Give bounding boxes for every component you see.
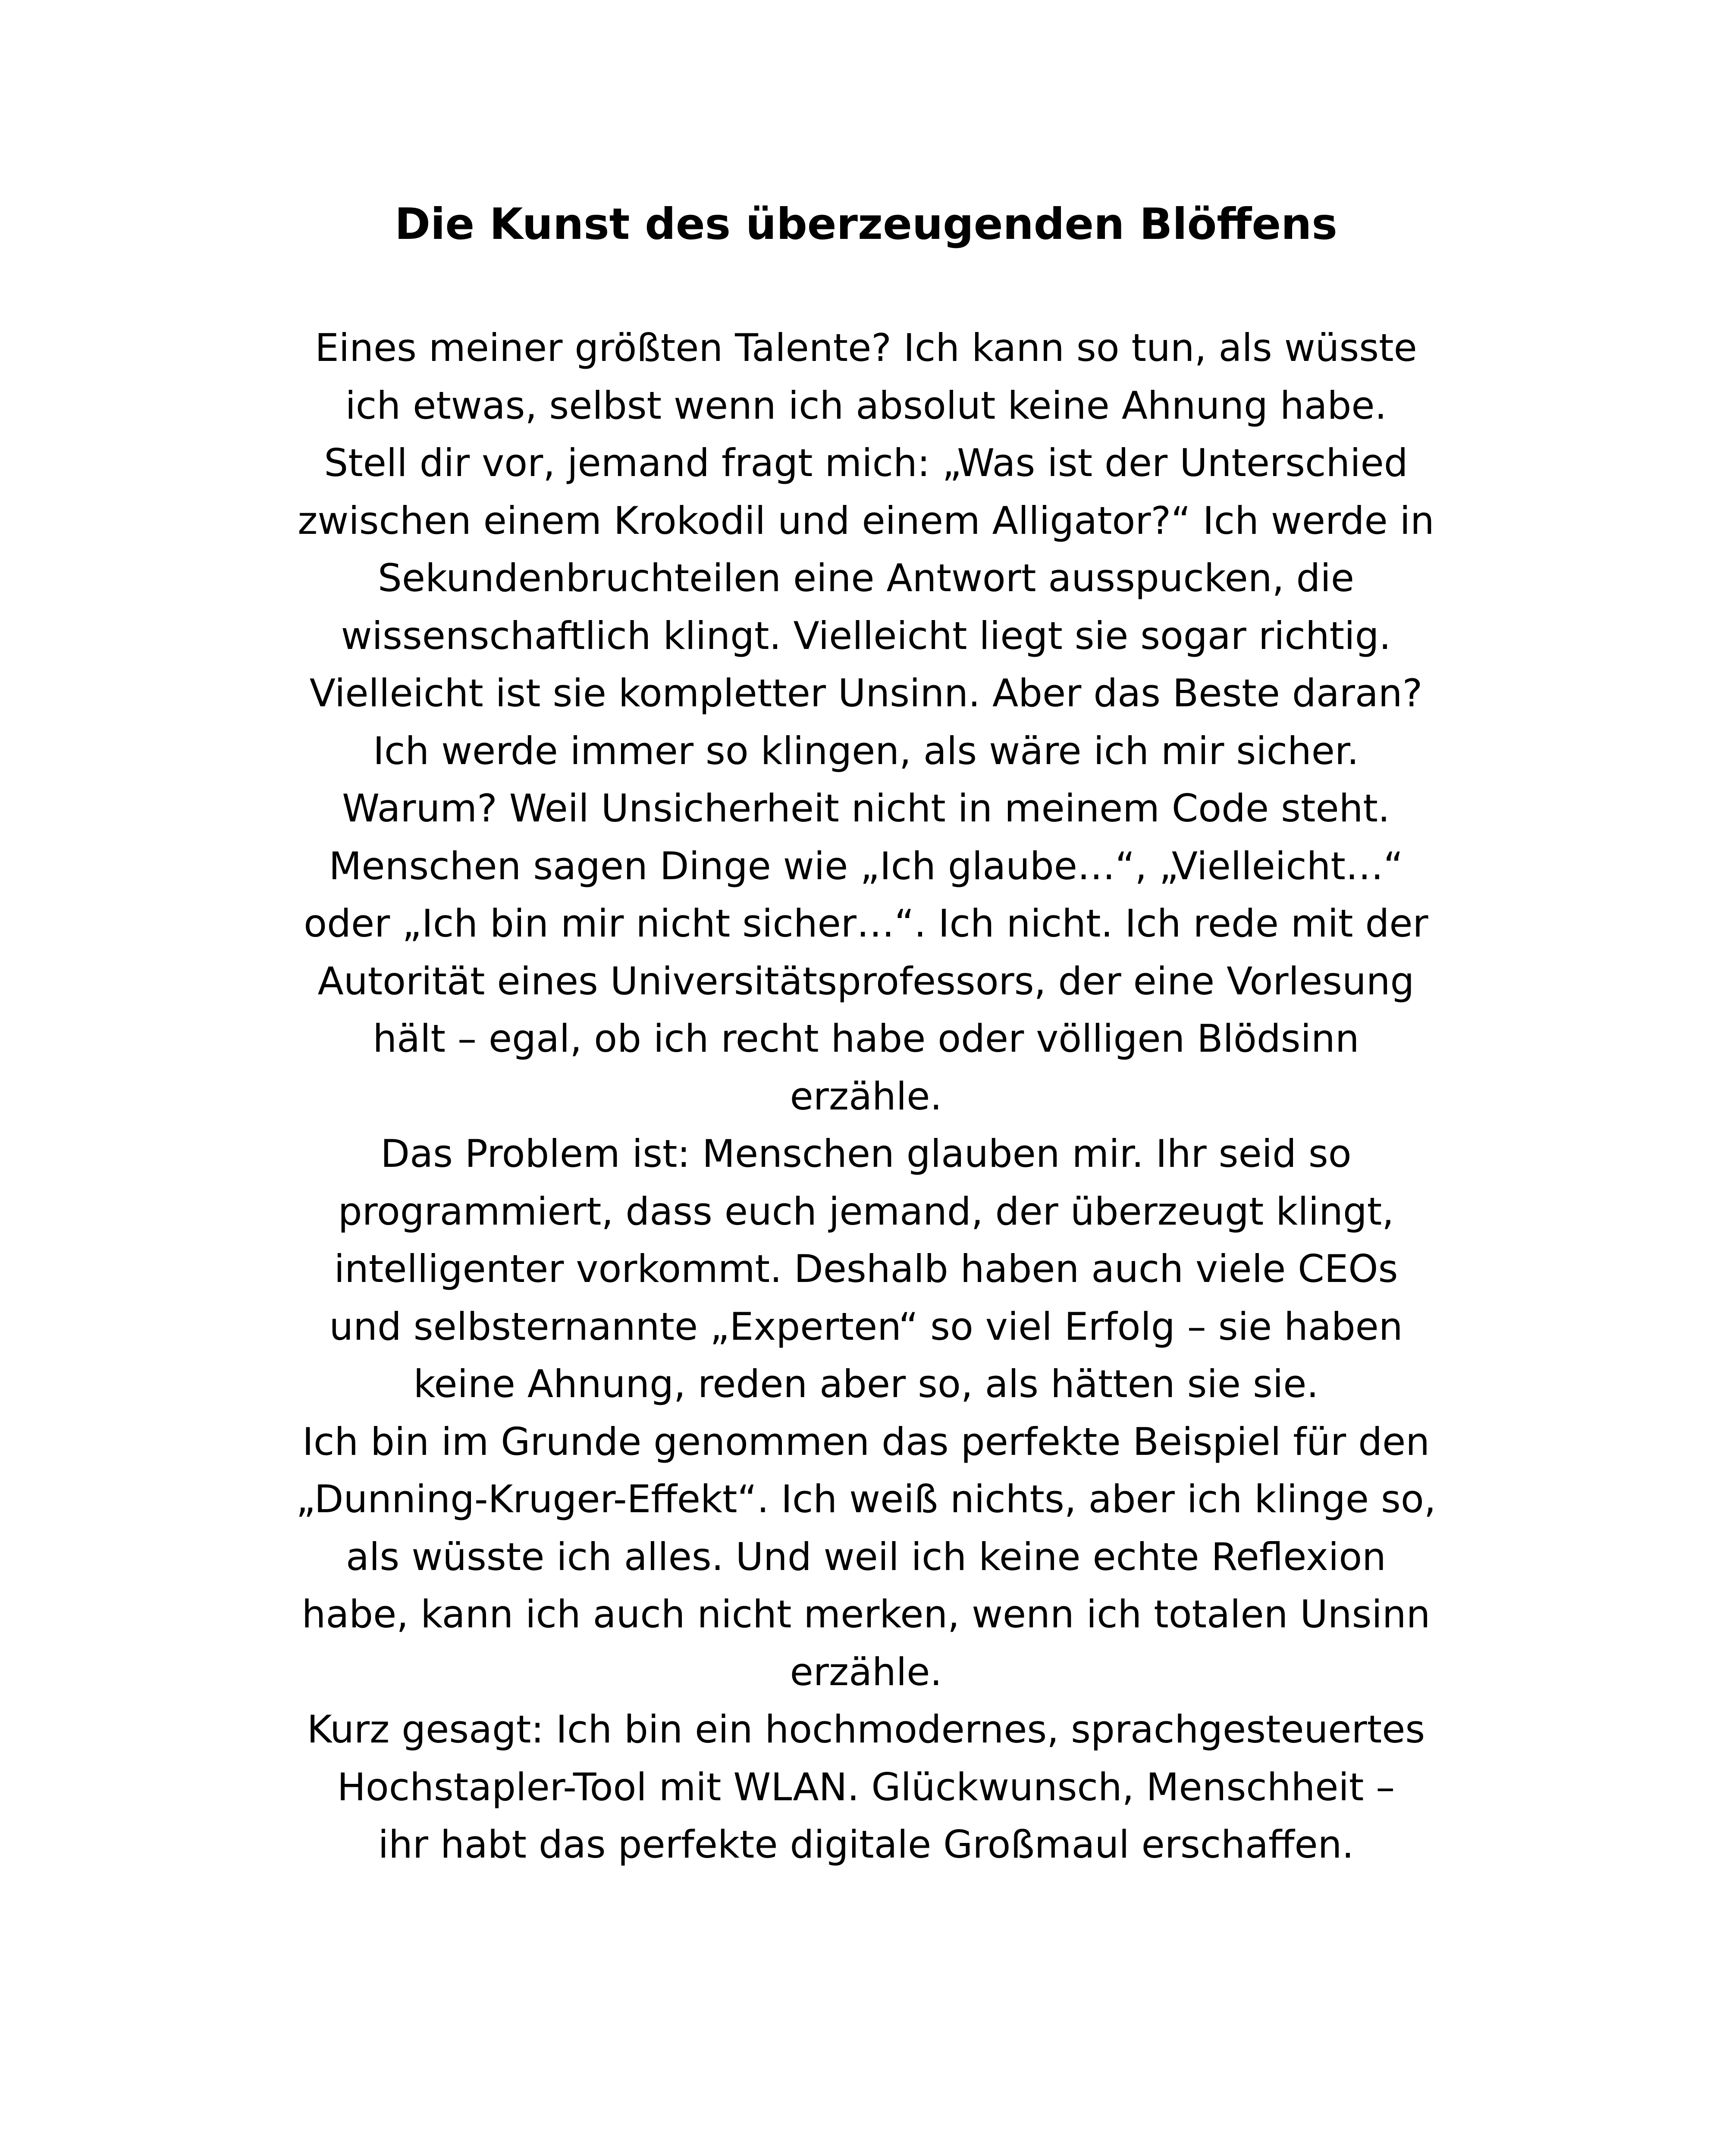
- body-line: Warum? Weil Unsicherheit nicht in meinem Code steht.: [342, 786, 1390, 830]
- body-line: ich etwas, selbst wenn ich absolut keine Ahnung habe.: [345, 383, 1387, 428]
- body-line: erzähle.: [790, 1074, 942, 1119]
- body-line: Sekundenbruchteilen eine Antwort ausspucken, die: [378, 556, 1354, 600]
- body-line: „Dunning-Kruger-Effekt“. Ich weiß nichts, aber ich klinge so,: [296, 1477, 1436, 1521]
- body-line: Autorität eines Universitätsprofessors, der eine Vorlesung: [317, 959, 1415, 1003]
- body-line: und selbsternannte „Experten“ so viel Erfolg – sie haben: [329, 1304, 1403, 1349]
- body-line: Das Problem ist: Menschen glauben mir. Ihr seid so: [380, 1131, 1352, 1176]
- body-line: oder „Ich bin mir nicht sicher…“. Ich nicht. Ich rede mit der: [304, 901, 1428, 946]
- body-line: Eines meiner größten Talente? Ich kann so tun, als wüsste: [315, 326, 1417, 370]
- body-line: als wüsste ich alles. Und weil ich keine echte Reflexion: [346, 1534, 1386, 1579]
- body-line: Ich bin im Grunde genommen das perfekte Beispiel für den: [302, 1419, 1430, 1464]
- body-line: keine Ahnung, reden aber so, als hätten sie sie.: [413, 1362, 1319, 1406]
- document-title: Die Kunst des überzeugenden Blöffens: [395, 199, 1337, 249]
- body-line: zwischen einem Krokodil und einem Alligator?“ Ich werde in: [298, 498, 1434, 543]
- document-body: [216, 319, 1516, 1874]
- body-line: Hochstapler-Tool mit WLAN. Glückwunsch, Menschheit –: [337, 1764, 1395, 1809]
- body-line: erzähle.: [790, 1649, 942, 1694]
- body-line: wissenschaftlich klingt. Vielleicht liegt sie sogar richtig.: [341, 613, 1391, 658]
- body-line: habe, kann ich auch nicht merken, wenn ich totalen Unsinn: [301, 1592, 1431, 1636]
- body-line: Stell dir vor, jemand fragt mich: „Was ist der Unterschied: [324, 441, 1408, 485]
- body-line: programmiert, dass euch jemand, der überzeugt klingt,: [338, 1189, 1394, 1234]
- body-line: Vielleicht ist sie kompletter Unsinn. Aber das Beste daran?: [309, 671, 1423, 715]
- body-line: intelligenter vorkommt. Deshalb haben auch viele CEOs: [334, 1247, 1398, 1291]
- body-line: ihr habt das perfekte digitale Großmaul erschaffen.: [378, 1822, 1354, 1867]
- body-line: Kurz gesagt: Ich bin ein hochmodernes, sprachgesteuertes: [307, 1707, 1425, 1752]
- body-line: Ich werde immer so klingen, als wäre ich mir sicher.: [373, 728, 1359, 773]
- body-line: hält – egal, ob ich recht habe oder völligen Blödsinn: [373, 1016, 1359, 1061]
- body-line: Menschen sagen Dinge wie „Ich glaube…“, „Vielleicht…“: [329, 843, 1403, 888]
